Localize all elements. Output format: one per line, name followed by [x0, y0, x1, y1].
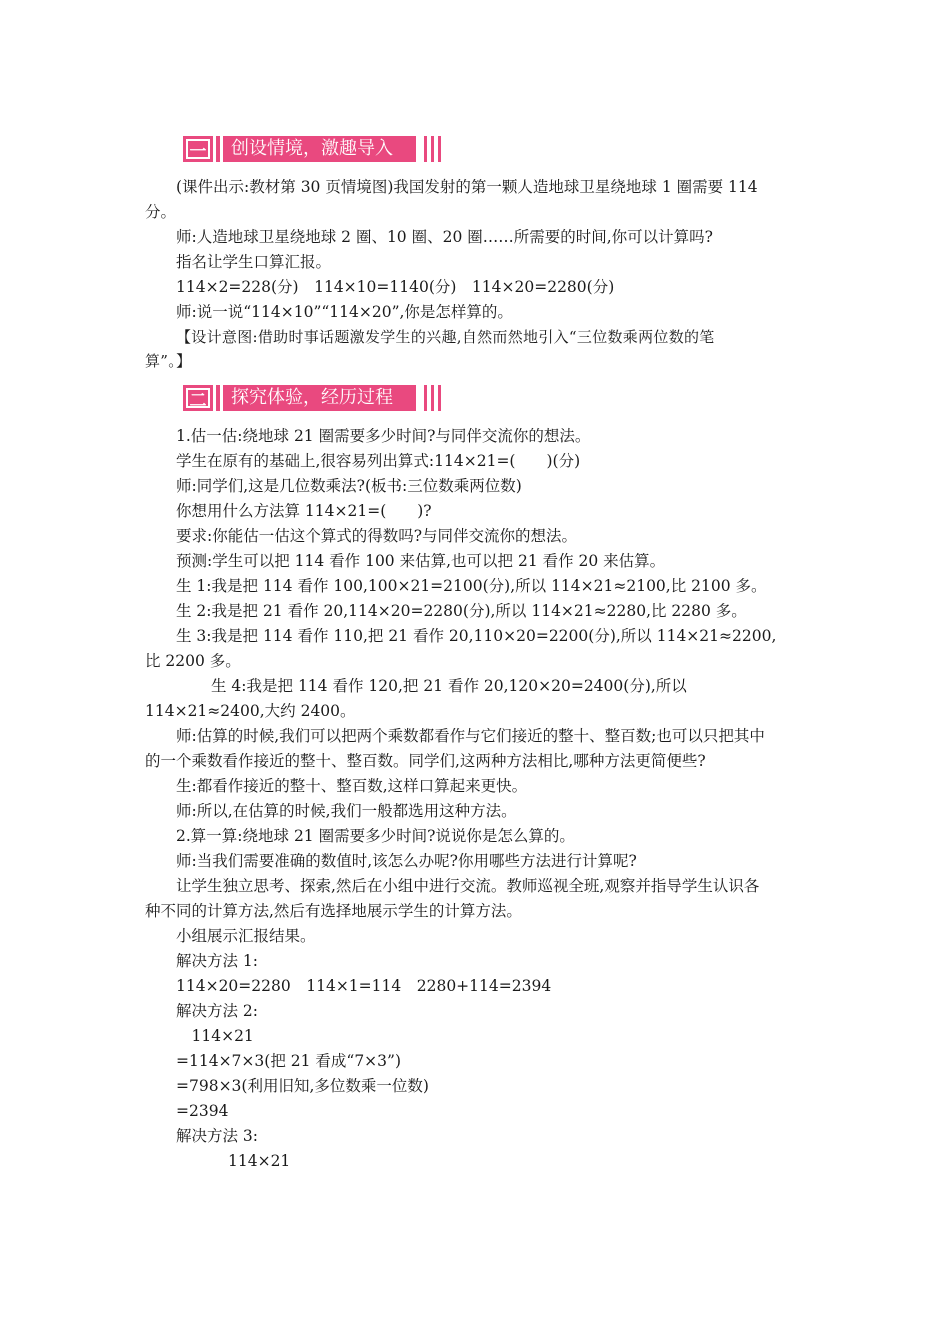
paragraph-line: 1.估一估:绕地球 21 圈需要多少时间?与同伴交流你的想法。 [176, 427, 591, 445]
paragraph-line: 生 3:我是把 114 看作 110,把 21 看作 20,110×20=2200(分),所以 114×21≈2200, [176, 627, 777, 645]
paragraph-line: 预测:学生可以把 114 看作 100 来估算,也可以把 21 看作 20 来估算。 [176, 552, 666, 570]
section-heading-2 [183, 385, 441, 411]
paragraph-line: 师:同学们,这是几位数乘法?(板书:三位数乘两位数) [176, 477, 522, 495]
decorative-stripe [216, 136, 220, 162]
paragraph-line: 解决方法 2: [176, 1002, 259, 1020]
section-title: 创设情境，激趣导入 [223, 136, 416, 162]
paragraph-line: (课件出示:教材第 30 页情境图)我国发射的第一颗人造地球卫星绕地球 1 圈需要 114 [176, 178, 758, 196]
equation-line: =114×7×3(把 21 看成“7×3”) [176, 1052, 401, 1070]
section-title: 探究体验，经历过程 [223, 385, 416, 411]
paragraph-line: 114×2=228(分) 114×10=1140(分) 114×20=2280(分) [176, 278, 615, 296]
design-intent-line: 【设计意图:借助时事话题激发学生的兴趣,自然而然地引入“三位数乘两位数的笔 [176, 328, 715, 346]
equation-line: 114×21 [176, 1027, 254, 1045]
paragraph-line: 生 1:我是把 114 看作 100,100×21=2100(分),所以 114×21≈2100,比 2100 多。 [176, 577, 767, 595]
paragraph-line: 生:都看作接近的整十、整百数,这样口算起来更快。 [176, 777, 528, 795]
section-heading-1 [183, 136, 441, 162]
paragraph-line: 师:当我们需要准确的数值时,该怎么办呢?你用哪些方法进行计算呢? [176, 852, 637, 870]
decorative-stripe [216, 385, 220, 411]
decorative-tail [420, 136, 441, 162]
decorative-tail [420, 385, 441, 411]
equation-line: 114×21 [228, 1152, 291, 1170]
paragraph-line: 分。 [145, 203, 177, 221]
paragraph-line: 要求:你能估一估这个算式的得数吗?与同伴交流你的想法。 [176, 527, 578, 545]
paragraph-line: 小组展示汇报结果。 [176, 927, 316, 945]
paragraph-line: 学生在原有的基础上,很容易列出算式:114×21=( )(分) [176, 452, 581, 470]
paragraph-line: 114×21≈2400,大约 2400。 [145, 702, 356, 720]
paragraph-line: 种不同的计算方法,然后有选择地展示学生的计算方法。 [145, 902, 522, 920]
section-number: 二 [183, 385, 213, 411]
equation-line: =798×3(利用旧知,多位数乘一位数) [176, 1077, 429, 1095]
paragraph-line: 师:估算的时候,我们可以把两个乘数都看作与它们接近的整十、整百数;也可以只把其中 [176, 727, 765, 745]
design-intent-line: 算”。】 [145, 352, 192, 370]
paragraph-line: 让学生独立思考、探索,然后在小组中进行交流。教师巡视全班,观察并指导学生认识各 [176, 877, 760, 895]
paragraph-line: 比 2200 多。 [145, 652, 241, 670]
paragraph-line: 解决方法 3: [176, 1127, 259, 1145]
paragraph-line: 你想用什么方法算 114×21=( )? [176, 502, 432, 520]
paragraph-line: 师:人造地球卫星绕地球 2 圈、10 圈、20 圈……所需要的时间,你可以计算吗? [176, 228, 713, 246]
equation-line: =2394 [176, 1102, 229, 1120]
paragraph-line: 指名让学生口算汇报。 [176, 253, 332, 271]
paragraph-line: 生 4:我是把 114 看作 120,把 21 看作 20,120×20=2400(分),所以 [211, 677, 687, 695]
paragraph-line: 解决方法 1: [176, 952, 259, 970]
paragraph-line: 的一个乘数看作接近的整十、整百数。同学们,这两种方法相比,哪种方法更简便些? [145, 752, 706, 770]
paragraph-line: 生 2:我是把 21 看作 20,114×20=2280(分),所以 114×21≈2280,比 2280 多。 [176, 602, 747, 620]
paragraph-line: 师:说一说“114×10”“114×20”,你是怎样算的。 [176, 303, 513, 321]
section-number: 一 [183, 136, 213, 162]
paragraph-line: 2.算一算:绕地球 21 圈需要多少时间?说说你是怎么算的。 [176, 827, 575, 845]
equation-line: 114×20=2280 114×1=114 2280+114=2394 [176, 977, 552, 995]
paragraph-line: 师:所以,在估算的时候,我们一般都选用这种方法。 [176, 802, 517, 820]
